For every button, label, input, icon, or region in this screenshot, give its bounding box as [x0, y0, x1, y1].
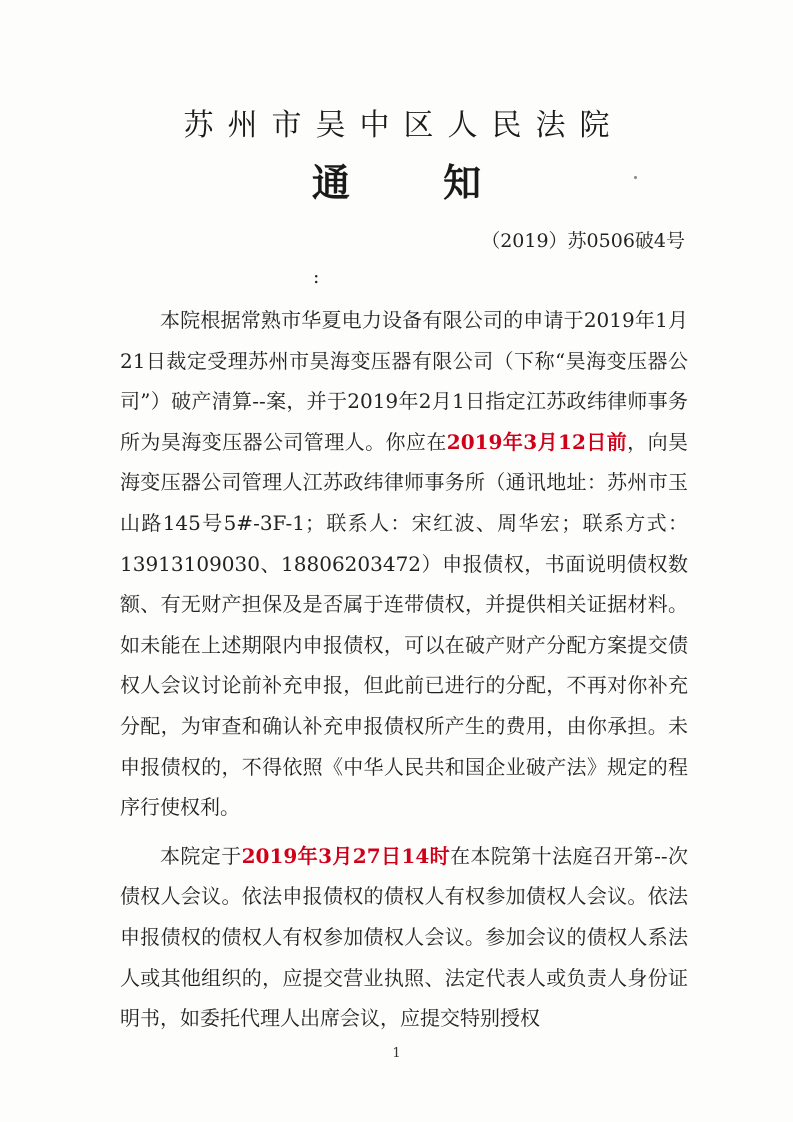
- meeting-time-highlight: 2019年3月27日14时: [241, 843, 451, 868]
- document-body: [120, 300, 688, 1047]
- paragraph-text: 在本院第十法庭召开第--次债权人会议。依法申报债权的债权人有权参加债权人会议。依法申报债权的债权人有权参加债权人会议。参加会议的债权人系法人或其他组织的，应提交营业执照、法定代表人或负责人身份证明书，如委托代理人出席会议，应提交特别授权: [120, 843, 689, 1031]
- paragraph-claim-filing: [120, 300, 688, 828]
- paragraph-text: ，向昊海变压器公司管理人江苏政纬律师事务所（通讯地址：苏州市玉山路145号5#-3F-1；联系人：宋红波、周华宏；联系方式：13913109030、18806203472）申报债权，书面说明债权数额、有无财产担保及是否属于连带债权，并提供相关证据材料。如未能在上述期限内申报债权，可以在破产财产分配方案提交债权人会议讨论前补充申报，但此前已进行的分配，不再对你补充分配，为审查和确认补充申报债权所产生的费用，由你承担。未申报债权的，不得依照《中华人民共和国企业破产法》规定的程序行使权利。: [120, 429, 689, 820]
- paragraph-text: 本院根据常熟市华夏电力设备有限公司的申请于2019年1月21日裁定受理苏州市昊海变压器有限公司（下称“昊海变压器公司”）破产清算--案，并于2019年2月1日指定江苏政纬律师事务所为昊海变压器公司管理人。你应在: [120, 308, 688, 454]
- case-number: （2019）苏0506破4号: [481, 230, 685, 252]
- document-title: 通 知: [311, 160, 522, 205]
- court-name: 苏州市吴中区人民法院: [183, 108, 624, 143]
- scan-speck: [634, 176, 637, 179]
- deadline-highlight: 2019年3月12日前: [446, 429, 628, 454]
- paragraph-creditors-meeting: [120, 836, 688, 1039]
- paragraph-text: 本院定于: [160, 843, 242, 868]
- salutation: :: [313, 266, 320, 288]
- page-number: 1: [392, 1046, 401, 1061]
